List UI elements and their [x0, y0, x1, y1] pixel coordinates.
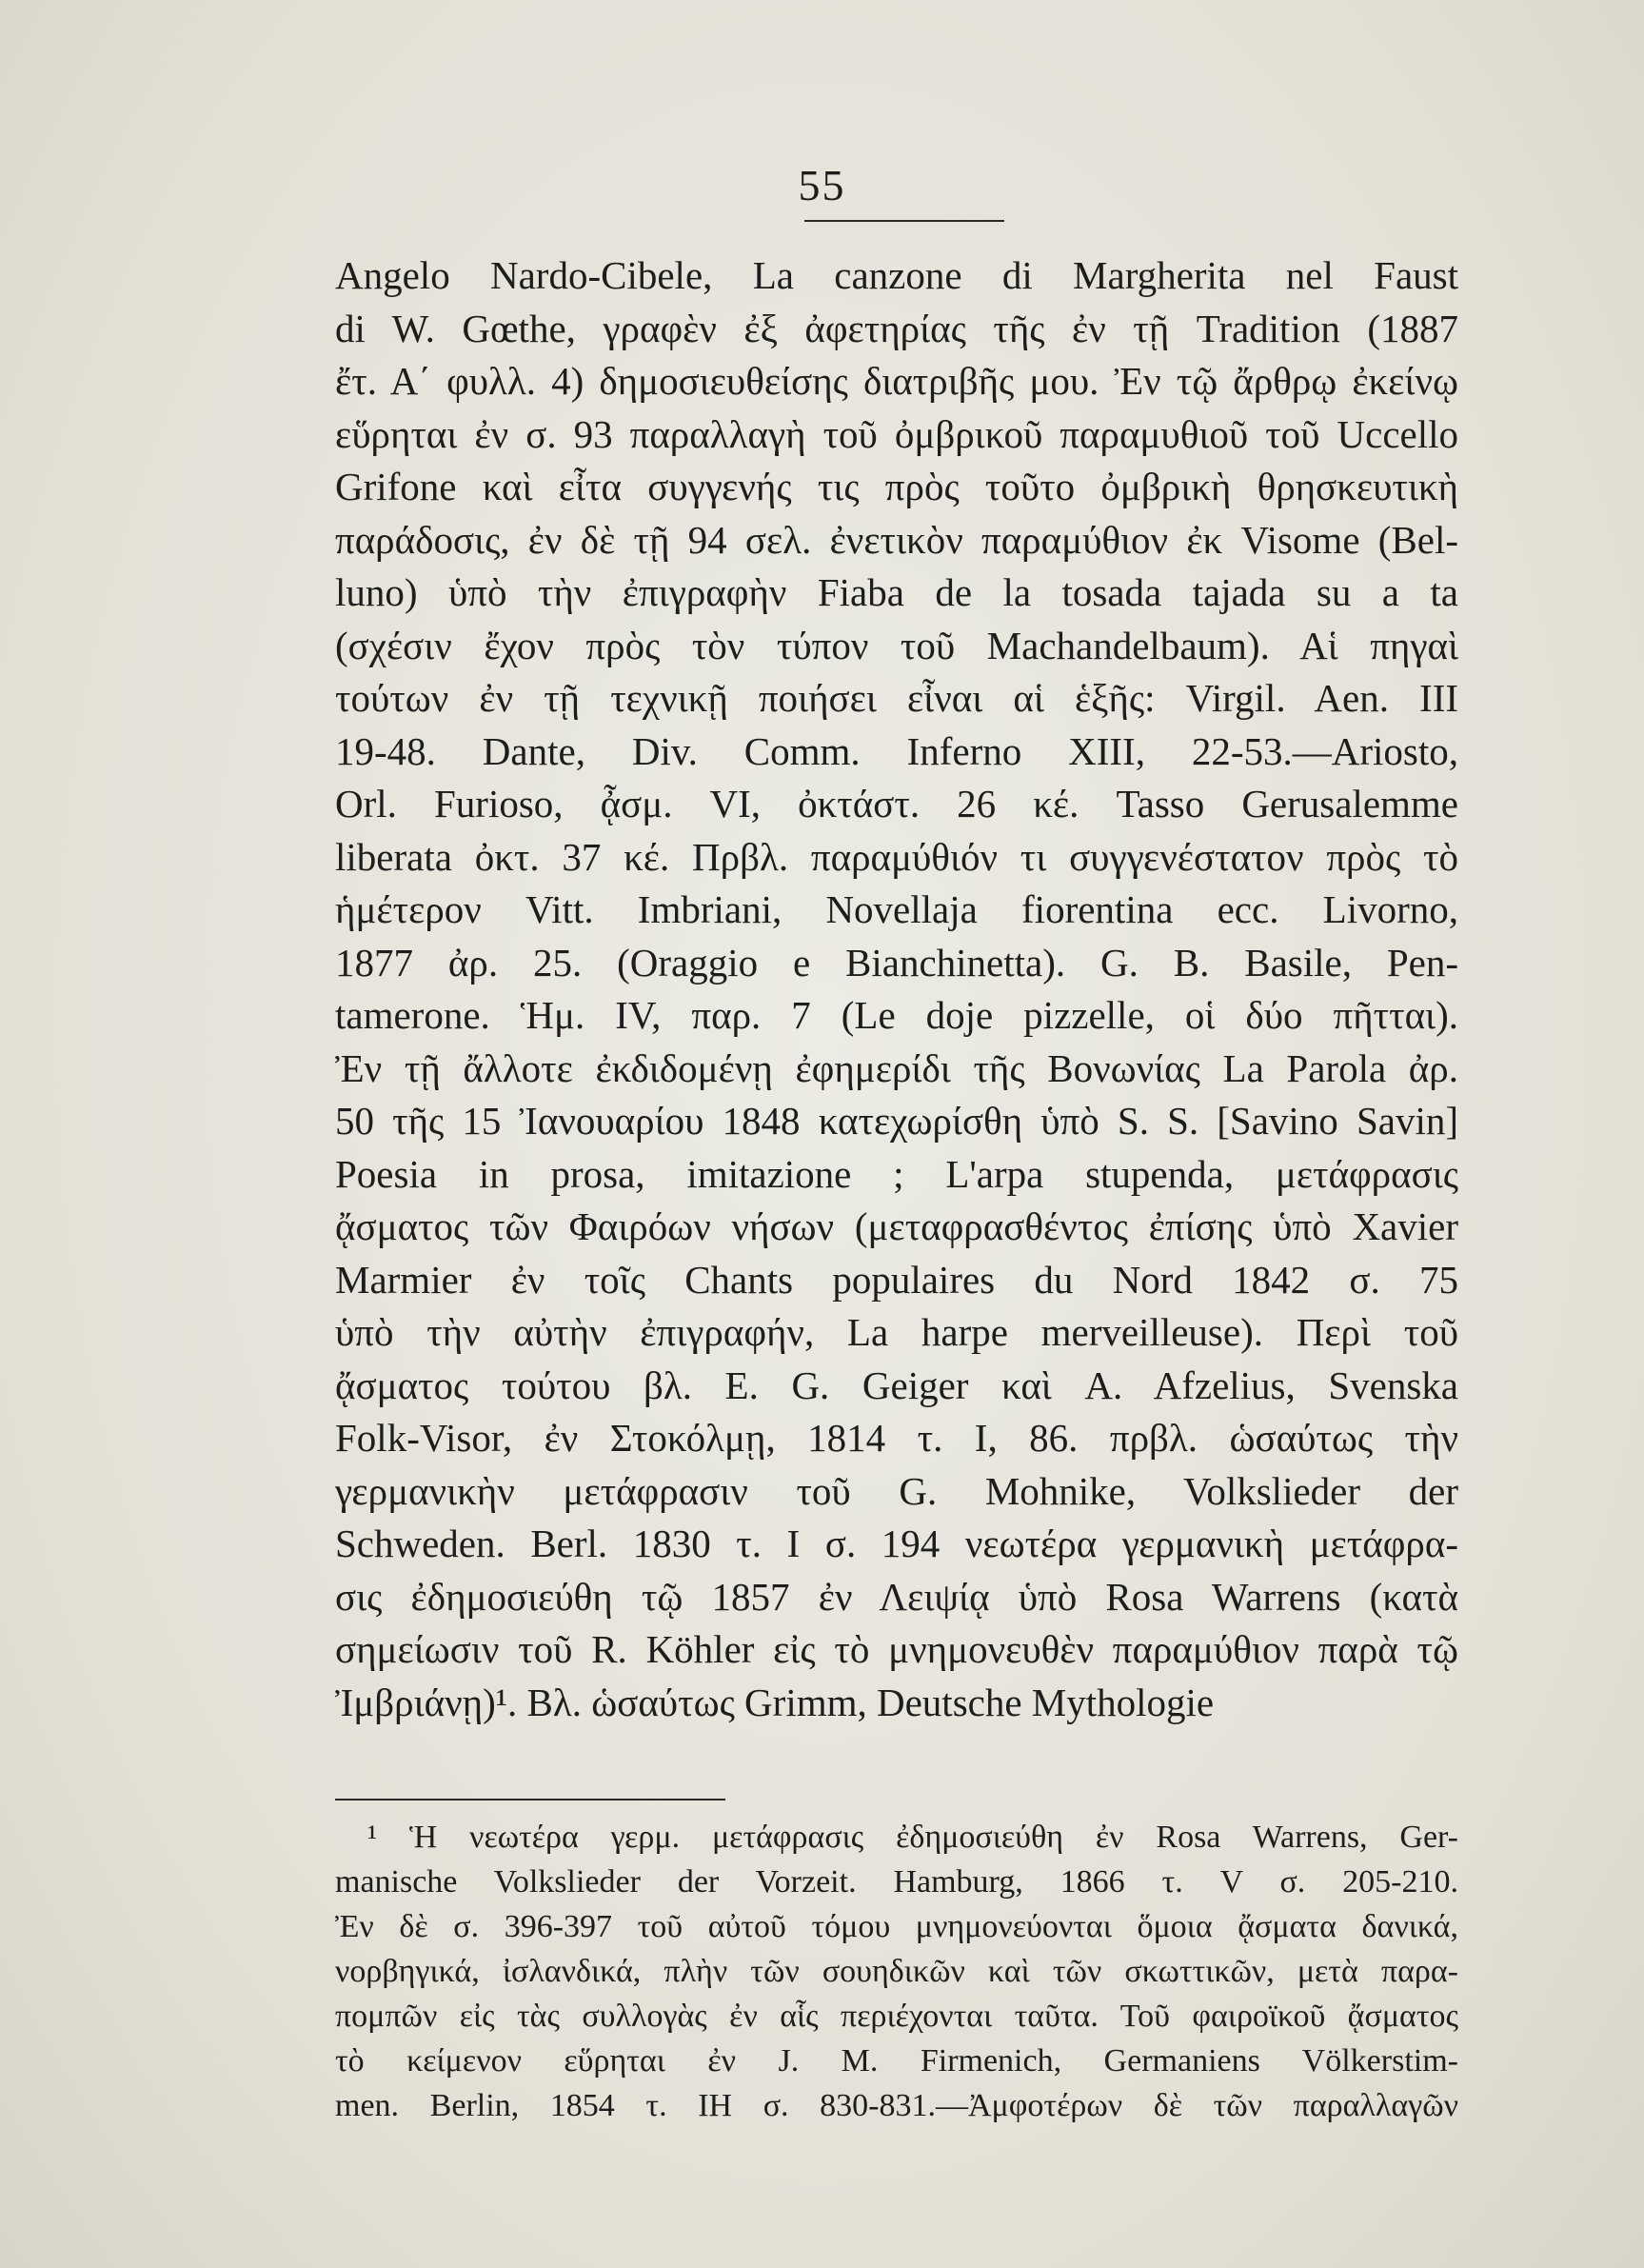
- footnote-line: τὸ κείμενον εὕρηται ἐν J. M. Firmenich, Germaniens Völkerstim-: [335, 2043, 1458, 2079]
- text-line: ἡμέτερον Vitt. Imbriani, Novellaja fiorentina ecc. Livorno,: [335, 887, 1458, 931]
- text-line: Angelo Nardo-Cibele, La canzone di Margherita nel Faust: [335, 253, 1458, 297]
- footnote-line: Ἐν δὲ σ. 396-397 τοῦ αὐτοῦ τόμου μνημονεύονται ὅμοια ᾄσματα δανικά,: [335, 1909, 1458, 1944]
- text-line: 19-48. Dante, Div. Comm. Inferno XIII, 22-53.—Ariosto,: [335, 728, 1458, 773]
- text-line: 1877 ἀρ. 25. (Oraggio e Bianchinetta). G. B. Basile, Pen-: [335, 940, 1458, 985]
- text-line: Ἐν τῇ ἄλλοτε ἐκδιδομένῃ ἐφημερίδι τῆς Βονωνίας La Parola ἀρ.: [335, 1045, 1458, 1090]
- footnote-line: νορβηγικά, ἰσλανδικά, πλὴν τῶν σουηδικῶν καὶ τῶν σκωττικῶν, μετὰ παρα-: [335, 1954, 1458, 1989]
- text-line: ἔτ. Α΄ φυλλ. 4) δημοσιευθείσης διατριβῆς μου. Ἐν τῷ ἄρθρῳ ἐκείνῳ: [335, 359, 1458, 403]
- text-line: γερμανικὴν μετάφρασιν τοῦ G. Mohnike, Volkslieder der: [335, 1468, 1458, 1513]
- text-line: εὕρηται ἐν σ. 93 παραλλαγὴ τοῦ ὀμβρικοῦ παραμυθιοῦ τοῦ Uccello: [335, 411, 1458, 456]
- text-line: Poesia in prosa, imitazione ; L'arpa stupenda, μετάφρασις: [335, 1151, 1458, 1196]
- footnote-line: manische Volkslieder der Vorzeit. Hamburg, 1866 τ. V σ. 205-210.: [335, 1864, 1458, 1900]
- page-number: 55: [798, 161, 846, 209]
- text-line: σημείωσιν τοῦ R. Köhler εἰς τὸ μνημονευθὲν παραμύθιον παρὰ τῷ: [335, 1627, 1458, 1671]
- footnote-line: men. Berlin, 1854 τ. ΙΗ σ. 830-831.—Ἀμφοτέρων δὲ τῶν παραλλαγῶν: [335, 2088, 1458, 2123]
- text-line: liberata ὀκτ. 37 κέ. Πρβλ. παραμύθιόν τι συγγενέστατον πρὸς τὸ: [335, 834, 1458, 879]
- text-line: Orl. Furioso, ᾆσμ. VI, ὀκτάστ. 26 κέ. Tasso Gerusalemme: [335, 782, 1458, 826]
- text-line: ᾄσματος τούτου βλ. E. G. Geiger καὶ A. Afzelius, Svenska: [335, 1363, 1458, 1407]
- text-line: di W. Gœthe, γραφὲν ἐξ ἀφετηρίας τῆς ἐν τῇ Tradition (1887: [335, 306, 1458, 350]
- text-line: Marmier ἐν τοῖς Chants populaires du Nord 1842 σ. 75: [335, 1257, 1458, 1302]
- text-line: 50 τῆς 15 Ἰανουαρίου 1848 κατεχωρίσθη ὑπὸ S. S. [Savino Savin]: [335, 1099, 1458, 1143]
- footnotes: [335, 1815, 1458, 2128]
- footnote-line: ¹ Ἡ νεωτέρα γερμ. μετάφρασις ἐδημοσιεύθη ἐν Rosa Warrens, Ger-: [367, 1820, 1458, 1855]
- text-line: σις ἐδημοσιεύθη τῷ 1857 ἐν Λειψίᾳ ὑπὸ Rosa Warrens (κατὰ: [335, 1574, 1458, 1619]
- page-number-rule: [804, 220, 1004, 222]
- text-line: luno) ὑπὸ τὴν ἐπιγραφὴν Fiaba de la tosada tajada su a ta: [335, 570, 1458, 614]
- text-line: παράδοσις, ἐν δὲ τῇ 94 σελ. ἐνετικὸν παραμύθιον ἐκ Visome (Bel-: [335, 517, 1458, 562]
- text-line: tamerone. Ἡμ. IV, παρ. 7 (Le doje pizzelle, οἱ δύο πῆτται).: [335, 993, 1458, 1037]
- text-line: Folk-Visor, ἐν Στοκόλμῃ, 1814 τ. I, 86. πρβλ. ὡσαύτως τὴν: [335, 1416, 1458, 1460]
- footnote-separator: [335, 1799, 725, 1800]
- text-line: Grifone καὶ εἶτα συγγενής τις πρὸς τοῦτο ὀμβρικὴ θρησκευτικὴ: [335, 465, 1458, 508]
- text-line: ᾄσματος τῶν Φαιρόων νήσων (μεταφρασθέντος ἐπίσης ὑπὸ Xavier: [335, 1204, 1458, 1248]
- text-line: (σχέσιν ἔχον πρὸς τὸν τύπον τοῦ Machandelbaum). Αἱ πηγαὶ: [335, 623, 1458, 667]
- footnote-line: πομπῶν εἰς τὰς συλλογὰς ἐν αἷς περιέχονται ταῦτα. Τοῦ φαιροϊκοῦ ᾄσματος: [335, 1999, 1458, 2034]
- text-line: τούτων ἐν τῇ τεχνικῇ ποιήσει εἶναι αἱ ἑξῆς: Virgil. Aen. III: [335, 676, 1458, 720]
- text-line: Ἰμβριάνῃ)¹. Βλ. ὡσαύτως Grimm, Deutsche Mythologie: [335, 1680, 1215, 1724]
- text-line: ὑπὸ τὴν αὐτὴν ἐπιγραφήν, La harpe merveilleuse). Περὶ τοῦ: [335, 1310, 1458, 1354]
- text-line: Schweden. Berl. 1830 τ. I σ. 194 νεωτέρα γερμανικὴ μετάφρα-: [335, 1522, 1458, 1565]
- main-text: [335, 249, 1458, 1729]
